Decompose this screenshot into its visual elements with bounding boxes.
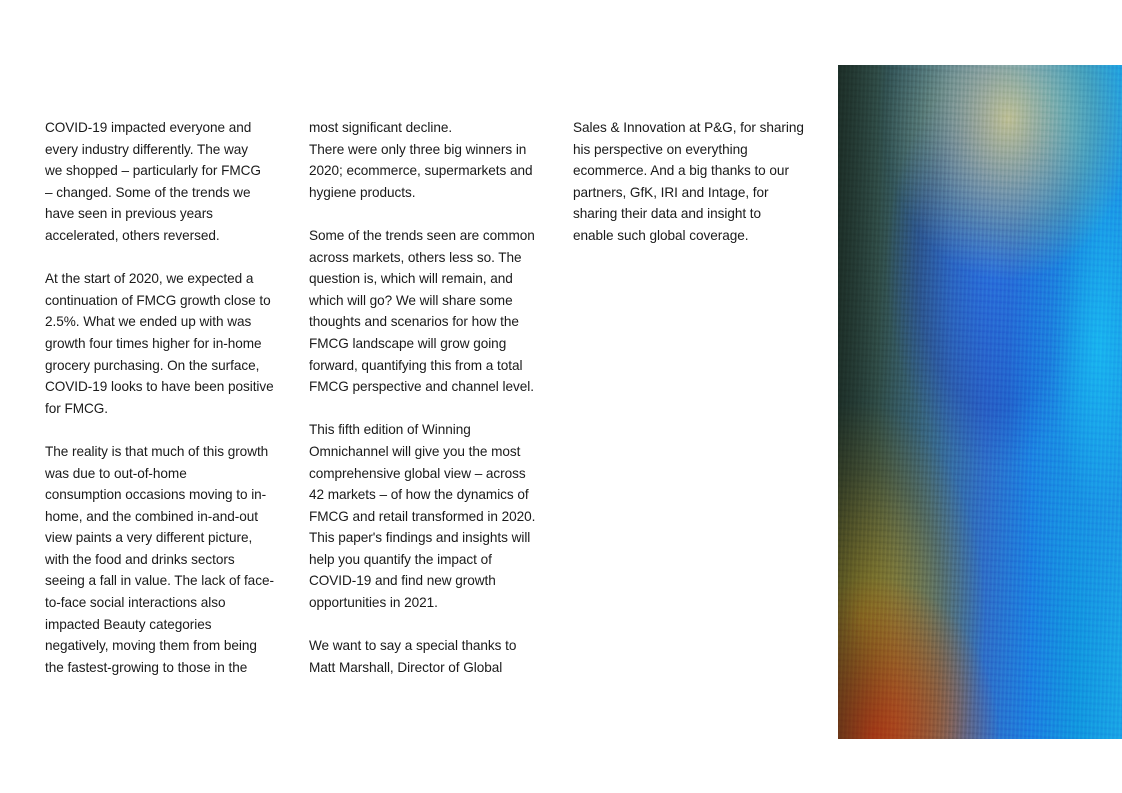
text-line: forward, quantifying this from a total bbox=[309, 357, 523, 373]
text-line: hygiene products. bbox=[309, 184, 416, 200]
text-line: continuation of FMCG growth close to bbox=[45, 292, 271, 308]
text-line: At the start of 2020, we expected a bbox=[45, 271, 254, 287]
text-line: comprehensive global view – across bbox=[309, 465, 526, 481]
text-line: 2.5%. What we ended up with was bbox=[45, 314, 252, 330]
text-line: with the food and drinks sectors bbox=[45, 551, 235, 567]
text-line: 2020; ecommerce, supermarkets and bbox=[309, 163, 533, 179]
text-line: partners, GfK, IRI and Intage, for bbox=[573, 184, 769, 200]
text-line: impacted Beauty categories bbox=[45, 616, 212, 632]
text-line: seeing a fall in value. The lack of face- bbox=[45, 573, 274, 589]
text-line: COVID-19 impacted everyone and bbox=[45, 120, 252, 135]
text-line: Omnichannel will give you the most bbox=[309, 443, 521, 459]
text-line: to-face social interactions also bbox=[45, 595, 226, 611]
text-line: for FMCG. bbox=[45, 400, 108, 416]
paragraph-gap bbox=[309, 203, 571, 225]
text-column-2 bbox=[309, 117, 571, 678]
decorative-iridescent-photo bbox=[838, 65, 1122, 739]
text-line: his perspective on everything bbox=[573, 141, 748, 157]
text-line: growth four times higher for in-home bbox=[45, 335, 262, 351]
text-line: we shopped – particularly for FMCG bbox=[45, 163, 261, 179]
text-line: There were only three big winners in bbox=[309, 141, 527, 157]
text-line: opportunities in 2021. bbox=[309, 595, 438, 611]
text-line: COVID-19 looks to have been positive bbox=[45, 379, 274, 395]
text-line: ecommerce. And a big thanks to our bbox=[573, 163, 789, 179]
text-line: every industry differently. The way bbox=[45, 141, 249, 157]
paragraph-gap bbox=[45, 247, 303, 269]
text-line: FMCG landscape will grow going bbox=[309, 335, 507, 351]
text-line: across markets, others less so. The bbox=[309, 249, 522, 265]
text-line: help you quantify the impact of bbox=[309, 551, 492, 567]
text-line: Some of the trends seen are common bbox=[309, 227, 535, 243]
text-line: question is, which will remain, and bbox=[309, 271, 513, 287]
text-line: which will go? We will share some bbox=[309, 292, 513, 308]
paragraph-gap bbox=[309, 614, 571, 636]
text-line: was due to out-of-home bbox=[45, 465, 187, 481]
text-line: grocery purchasing. On the surface, bbox=[45, 357, 260, 373]
text-line: have seen in previous years bbox=[45, 206, 213, 222]
paragraph-gap bbox=[309, 398, 571, 420]
text-column-3 bbox=[573, 117, 831, 247]
text-line: sharing their data and insight to bbox=[573, 206, 762, 222]
text-line: Sales & Innovation at P&G, for sharing bbox=[573, 120, 804, 135]
text-line: the fastest-growing to those in the bbox=[45, 659, 248, 675]
text-line: 42 markets – of how the dynamics of bbox=[309, 487, 529, 503]
text-line: Matt Marshall, Director of Global bbox=[309, 659, 503, 675]
text-line: thoughts and scenarios for how the bbox=[309, 314, 519, 330]
paragraph-gap bbox=[45, 419, 303, 441]
text-line: consumption occasions moving to in- bbox=[45, 487, 267, 503]
text-line: accelerated, others reversed. bbox=[45, 227, 220, 243]
text-line: FMCG perspective and channel level. bbox=[309, 379, 534, 395]
text-line: The reality is that much of this growth bbox=[45, 443, 269, 459]
text-line: enable such global coverage. bbox=[573, 227, 749, 243]
text-line: COVID-19 and find new growth bbox=[309, 573, 496, 589]
text-line: This paper's findings and insights will bbox=[309, 530, 531, 546]
photo-shading-overlay bbox=[838, 65, 1122, 739]
text-line: negatively, moving them from being bbox=[45, 638, 257, 654]
text-line: most significant decline. bbox=[309, 120, 453, 135]
text-line: home, and the combined in-and-out bbox=[45, 508, 258, 524]
text-line: – changed. Some of the trends we bbox=[45, 184, 251, 200]
text-line: We want to say a special thanks to bbox=[309, 638, 517, 654]
text-line: FMCG and retail transformed in 2020. bbox=[309, 508, 536, 524]
text-line: view paints a very different picture, bbox=[45, 530, 253, 546]
text-column-1 bbox=[45, 117, 303, 678]
text-line: This fifth edition of Winning bbox=[309, 422, 471, 438]
